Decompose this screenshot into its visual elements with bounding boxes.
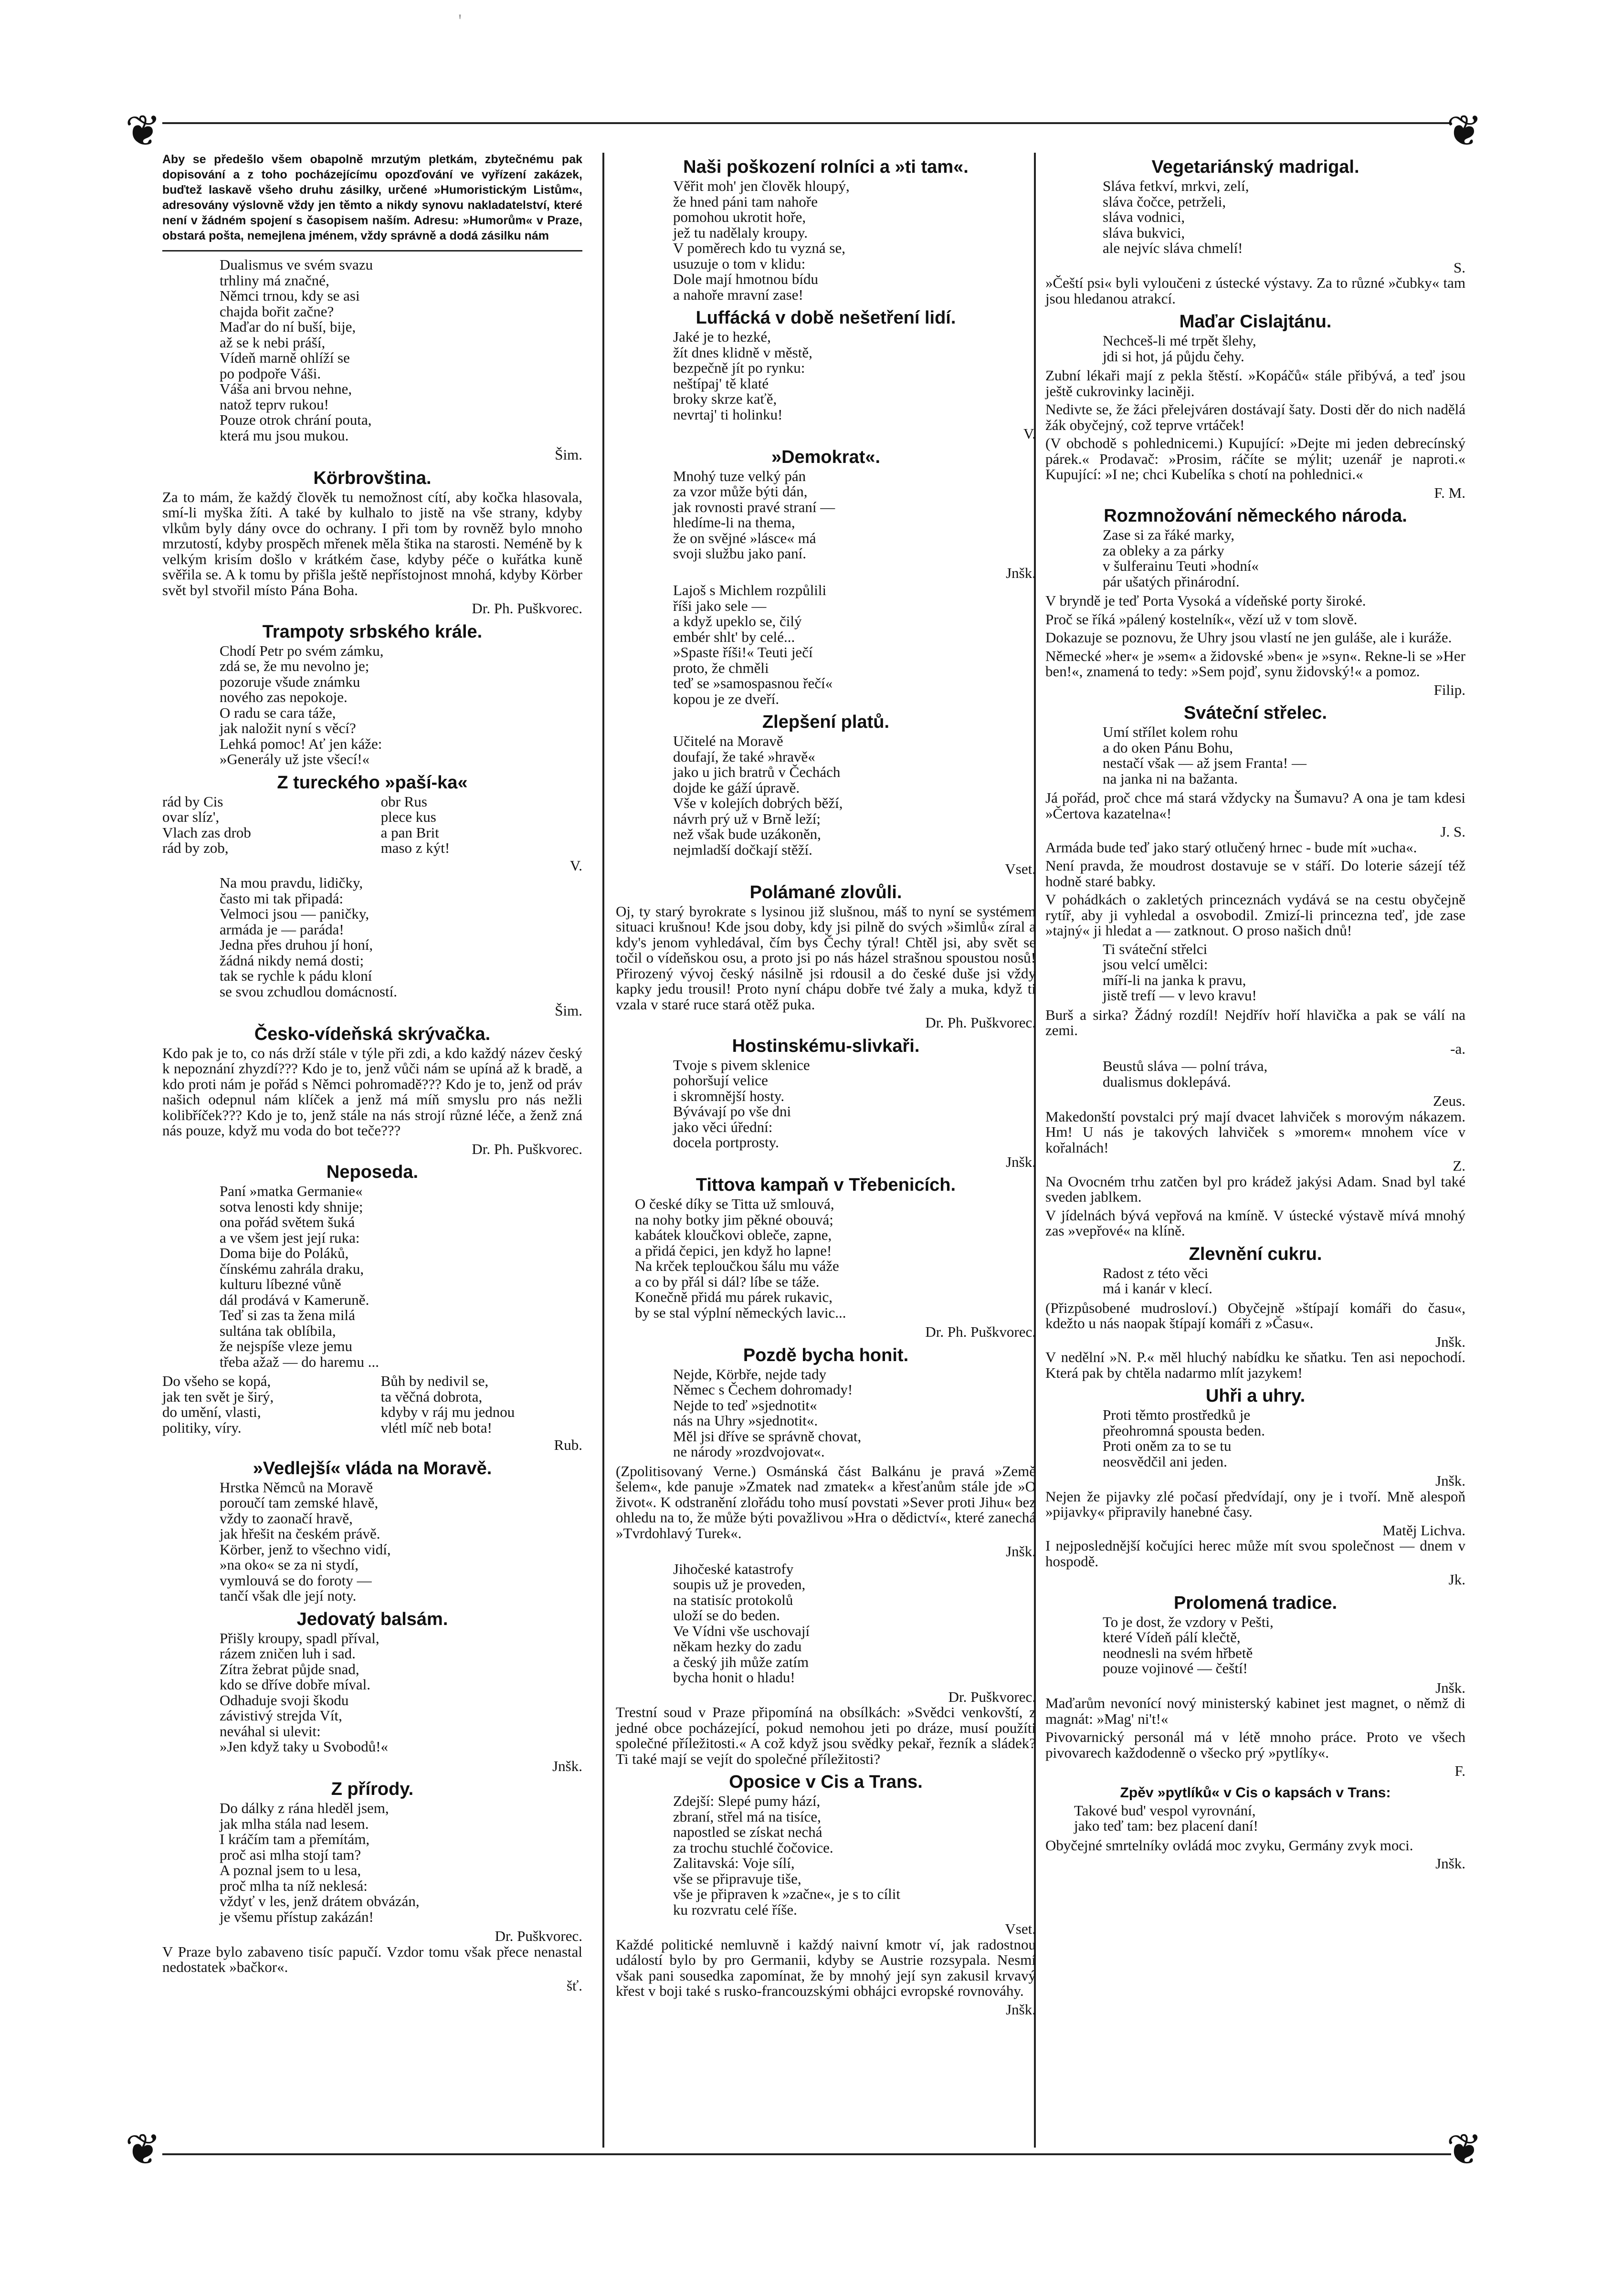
poem-prolomena-tradice: To je dost, že vzdory v Pešti, které Vídeň pálí klečtě, neodnesli na svém hřbetě pouze vojinové — čeští! (1103, 1613, 1274, 1677)
text-nemluvne: Každé politické nemluvně i každý naivní kmotr ví, jak radostnou událostí bylo by pro Germanii, kdyby se Austrie rozsypala. Nesmí však pani sousedka zapomínat, že by mnohý její syn zakusil krvavý křest v boji také s rusko-francouzskými obhájci evropské rovnováhy. (616, 1936, 1036, 1999)
text-papuce: V Praze bylo zabaveno tisíc papučí. Vzdor tomu však přece nenastal nedostatek »bačkor«. (162, 1943, 582, 1975)
poem-oposice: Zdejší: Slepé pumy hází, zbraní, střel má na tisíce, napostled se získat nechá za trochu stuchlé čočovice. Zalitavská: Voje sílí, vše se připravuje tiše, vše je připraven k »začne«, je s to cílit ku rozvratu celé říše. (673, 1793, 901, 1918)
signature: Dr. Ph. Puškvorec. (925, 1323, 1036, 1340)
ornament-bottom-right-icon: ❦ (1446, 2125, 1483, 2175)
poem-neposeda: Paní »matka Germanie« sotva lenosti kdy shnije; ona pořád světem šuká a ve všem jest její ruka: Doma bije do Poláků, čínskému zahrála draku, kulturu líbezné vůně dál prodává v Kameruně. Teď si zas ta žena milá sultána tak oblíbila, že nejspíše vleze jemu třeba ažaž — do haremu ... (220, 1183, 379, 1370)
poem-jedovaty-balsam: Přišly kroupy, spadl příval, rázem zničen luh i sad. Zítra žebrat půjde snad, kdo se dříve dobře míval. Odhaduje svoji škodu závistivý strejda Vít, neváhal si ulevit: »Jen když taky u Svobodů!« (220, 1629, 389, 1755)
text-skryvacka: Kdo pak je to, co nás drží stále v týle při zdi, a kdo každý název český k nepoznání zhyzdí??? Kdo je to, jenž vůči nám se upíná až k bradě, a kdo proti nám je pořád s Němci pohromadě??? Kdo je to, jenž od práv našich odepnul nám klíček a jenž má míň smyslu pro nás nežli kolibříček??? Kdo je to, jenž stále na nás strojí různé léče, a ženž zná nás pouze, když mu voda do bot teče??? (162, 1044, 582, 1139)
poem-madar: Nechceš-li mé trpět šlehy, jdi si hot, já půjdu čehy. (1103, 332, 1256, 365)
heading-vedlejsi-vlada: »Vedlejší« vláda na Moravě. (253, 1458, 492, 1478)
text-her-ben: Německé »her« je »sem« a židovské »ben« je »syn«. Rekne-li se »Her ben!«, znamená to tedy: »Sem pojď, synu židovský!« a pomoz. (1045, 647, 1465, 680)
poem-trampoty: Chodí Petr po svém zámku, zdá se, že mu nevolno je; pozoruje všude známku nového zas nepokoje. O radu se cara táže, jak naložit nyní s věcí? Lehká pomoc! Ať jen káže: »Generály už jste všecí!« (220, 642, 384, 767)
text-pijavky: Nejen že pijavky zlé počasí předvídají, ony je i tvoří. Mně alespoň »pijavky« připravily hanebné časy. (1045, 1488, 1465, 1520)
signature: Jnšk. (552, 1757, 582, 1774)
poem-luffacka: Jaké je to hezké, žít dnes klidně v městě, bezpečně jít po rynku: neštípaj' tě klaté broky skrze kaťě, nevrtaj' ti holinku! (673, 328, 812, 423)
signature: F. M. (1434, 484, 1465, 501)
column-3 (1045, 152, 1465, 1872)
poem-madrigal: Sláva fetkví, mrkvi, zelí, sláva čočce, petrželi, sláva vodnici, sláva bukvici, ale nejvíc sláva chmelí! (1103, 178, 1249, 256)
verse-left: rád by Cis ovar slíz', Vlach zas drob rád by zob, (162, 793, 251, 856)
column-2 (616, 152, 1036, 2017)
heading-uhri: Uhři a uhry. (1205, 1386, 1306, 1406)
signature: V. (569, 857, 582, 874)
heading-zpev-pytliku: Zpěv »pytlíků« v Cis o kapsách v Trans: (1120, 1784, 1391, 1801)
heading-demokrat: »Demokrat«. (771, 447, 881, 467)
text-vepřova: V jídelnách bývá vepřová na kmíně. V ústecké výstavě mívá mnohý zas »vepřové« na klíně. (1045, 1206, 1465, 1239)
signature: Jk. (1448, 1571, 1465, 1588)
heading-z-prirody: Z přírody. (331, 1779, 414, 1799)
heading-polamane-zlovuli: Polámané zlovůli. (749, 882, 902, 902)
text-zvyk: Obyčejné smrtelníky ovládá moc zvyku, Germány zvyk moci. (1045, 1836, 1413, 1854)
top-rule (162, 122, 1451, 124)
heading-madar: Maďar Cislajtánu. (1179, 312, 1332, 332)
text-kostelnik: Proč se říká »pálený kostelník«, vězí už v tom slově. (1045, 610, 1358, 628)
poem-dualismus: Dualismus ve svém svazu trhliny má značné, Němci trnou, kdy se asi chajda bořit začne? Maďar do ní buší, bije, až se k nebi práší, Vídeň marně ohlíží se po podpoře Váši. Váša ani brvou nehne, natož teprv rukou! Pouze otrok chrání pouta, která mu jsou mukou. (220, 256, 373, 444)
text-sumava: Já pořád, proč chce má stará vždycky na Šumavu? A ona je tam kdesi »Čertova kazatelna«! (1045, 789, 1465, 822)
text-zubni-lekari: Zubní lékaři mají z pekla štěstí. »Kopáčů« stále přibývá, a teď jsou ještě cukrovinky laciněji. (1045, 367, 1465, 399)
poem-demokrat: Mnohý tuze velký pán za vzor může býti dán, jak rovnosti pravé straní — hledíme-li na thema, že on svějné »lásce« má svoji službu jako paní. (673, 467, 835, 562)
heading-madrigal: Vegetariánský madrigal. (1151, 157, 1359, 177)
poem-zlepseni-platu: Učitelé na Moravě doufají, že také »hravě« jako u jich bratrů v Čechách dojde ke gáží úpravě. Vše v kolejích dobrých běží, návrh prý už v Brně leží; než však bude uzákoněn, nejmladší dočkají stěží. (673, 733, 843, 858)
signature: Matěj Lichva. (1382, 1521, 1465, 1539)
text-zaci: Nedivte se, že žáci přelejváren dostávají šaty. Dosti děr do nich nadělá žák obyčejný, což teprve vrtáček! (1045, 401, 1465, 433)
heading-svatecni-strelec: Sváteční střelec. (1184, 703, 1327, 723)
poem-lajos: Lajoš s Michlem rozpůlili říši jako sele — a když upeklo se, čilý embér shlt' by celé... »Spaste říši!« Teuti ječí proto, že chměli teď se »samospasnou řečí« kopou je ze dveří. (673, 582, 833, 707)
poem-zpev-pytliku: Takové bud' vespol vyrovnání, jako teď tam: bez placení daní! (1074, 1802, 1258, 1834)
text-princezny: V pohádkách o zakletých princeznách vydává se na cestu obyčejně rytíř, aby ji vyhledal a osvobodil. Zmizí-li princezna teď, jde zase »tajný« ji hledat a — zatknout. O proso našich dnů! (1045, 891, 1465, 939)
poem-hostinskemu: Tvoje s pivem sklenice pohoršují velice i skromnější hosty. Bývávají po vše dni jako věci úřední: docela portprosty. (673, 1056, 810, 1151)
poem-zlevneni-cukru: Radost z této věci má i kanár v klecí. (1103, 1264, 1212, 1297)
heading-tittova-kampan: Tittova kampaň v Třebenicích. (695, 1175, 956, 1195)
editorial-notice: Aby se předešlo všem obapolně mrzutým pletkám, zbytečnému pak dopisování a z toho pocházejícímu opozďování ve vyřízení zakázek, buďtež laskavě všeho druhu zásilky, určené »Humoristickým Listům«, adresovány výslovně vždy jen těmto a nikdy synovu nakladatelství, které není v žádném spojení s časopisem naším. Adresu: »Humorům« v Praze, obstará pošta, nemejlena jménem, vždy správně a dodá zásilku nám (162, 152, 582, 252)
text-moudrost: Není pravda, že moudrost dostavuje se v stáří. Do loterie sázejí též hodně staré babky. (1045, 857, 1465, 890)
text-trestni-soud: Trestní soud v Praze připomíná na obsílkách: »Svědci venkovští, z jedné obce pocházející, pokud nemohou jeti po dráze, musí použíti společné příležitosti.« A což když jsou svědky pekař, řezník a sládek? Ti také mají se vejít do společné příležitosti? (616, 1704, 1036, 1767)
verse-right: Bůh by nedivil se, ta věčná dobrota, kdyby v ráj mu jednou vlétl míč neb bota! (380, 1373, 515, 1436)
bottom-rule (162, 2153, 1451, 2155)
signature: Jnšk. (1435, 1855, 1465, 1872)
poem-pozde-bycha: Nejde, Körbře, nejde tady Němec s Čechem dohromady! Nejde to teď »sjednotit« nás na Uhry »sjednotit«. Měl jsi dříve se správně chovat, ne národy »rozdvojovat«. (673, 1365, 862, 1460)
text-uhry: Dokazuje se poznovu, že Uhry jsou vlastí ne jen guláše, ale i kuráže. (1045, 629, 1452, 646)
two-column-verse (162, 794, 582, 856)
ornament-top-right-icon: ❦ (1446, 106, 1483, 156)
poem-velmoci: Na mou pravdu, lidičky, často mi tak připadá: Velmoci jsou — paničky, armáda je — paráda! Jedna přes druhou jí honí, žádná nikdy nemá dosti; tak se rychle k pádu kloní se svou zchudlou domácností. (220, 874, 397, 1000)
signature: Jnšk. (1006, 1543, 1036, 1560)
text-porta: V bryndě je teď Porta Vysoká a vídeňské porty široké. (1045, 592, 1366, 609)
signature: J. S. (1440, 823, 1465, 840)
heading-skryvacka: Česko-vídeňská skrývačka. (254, 1024, 491, 1044)
signature: Šim. (555, 446, 582, 463)
signature: Vset. (1005, 1920, 1036, 1937)
text-herec: I nejposlednější kočujíci herec může mít svou společnost — dnem v hospodě. (1045, 1537, 1465, 1570)
signature: Filip. (1433, 681, 1465, 698)
signature: V. (1023, 425, 1036, 442)
heading-oposice: Oposice v Cis a Trans. (729, 1772, 923, 1792)
signature: Dr. Ph. Puškvorec. (925, 1014, 1036, 1031)
signature: F. (1454, 1762, 1465, 1779)
poem-rozmnozovani: Zase si za řáké marky, za obleky a za párky v šulferainu Teuti »hodní« pár ušatých přinárodní. (1103, 526, 1259, 590)
ornament-bottom-left-icon: ❦ (125, 2125, 161, 2175)
heading-korbrovstina: Körbrovština. (313, 468, 432, 488)
poem-uhri: Proti těmto prostředků je přeohromná spousta beden. Proti oněm za to se tu neosvědčil ani jeden. (1103, 1406, 1265, 1470)
text-armada: Armáda bude teď jako starý otlučený hrnec - bude mít »ucha«. (1045, 839, 1417, 856)
poem-jihoceske: Jihočeské katastrofy soupis už je proveden, na statisíc protokolů uloží se do beden. Ve Vídni vše uschovají někam hezky do zadu a český jih může zatím bycha honit o hladu! (673, 1560, 810, 1686)
poem-tittova-kampan: O české díky se Titta už smlouvá, na nohy botky jim pěkné obouvá; kabátek kloučkovi obleče, zapne, a přidá čepici, jen když ho lapne! Na krček teploučkou šálu mu váže a co by přál si dál? líbe se táže. Konečně přidá mu párek rukavic, by se stal výplní německých lavic... (635, 1195, 846, 1321)
poem-beust: Beustů sláva — polní tráva, dualismus doklepává. (1103, 1058, 1268, 1090)
poem-rolnici: Věřit moh' jen člověk hloupý, že hned páni tam nahoře pomohou ukrotit hoře, jež tu nadělaly kroupy. V poměrech kdo tu vyzná se, usuzuje o tom v klidu: Dole mají hmotnou bídu a nahoře mravní zase! (673, 178, 850, 303)
text-pivovar: Pivovarnický personál má v létě mnoho práce. Proto ve všech pivovarech každodenně o všecko prý »pytlíky«. (1045, 1729, 1465, 1761)
text-adam: Na Ovocném trhu zatčen byl pro krádež jakýsi Adam. Snad byl také sveden jablkem. (1045, 1173, 1465, 1205)
text-polamane-zlovuli: Oj, ty starý byrokrate s lysinou již slušnou, máš to nyní se systémem situaci krušnou! Kde jsou doby, kdy jsi pilně do svých »šimlů« zíral a kdy's jenom vyhledával, čím bys Čechy týral! Chtěl jsi, aby svět se točil o vídeňskou osu, a proto jsi po nás házel strašnou spoustou nosů! Přirozený vývoj český násilně jsi rdousil a do české duše jsi vždy kapky jedu trousil! Proto nyní chápu dobře tvé žaly a muka, když ti vzala v staré ruce stará otěž puka. (616, 902, 1036, 1013)
heading-zlevneni-cukru: Zlevnění cukru. (1189, 1244, 1322, 1264)
corner-mark: ' (458, 10, 462, 31)
text-cesti-psi: »Čeští psi« byli vyloučeni z ústecké výstavy. Za to různé »čubky« tam jsou hledanou atrakcí. (1045, 274, 1465, 307)
signature: Šim. (555, 1002, 582, 1019)
ornament-top-left-icon: ❦ (125, 106, 161, 156)
signature: Dr. Ph. Puškvorec. (472, 1140, 582, 1157)
heading-neposeda: Neposeda. (326, 1162, 419, 1182)
verse-right: obr Rus plece kus a pan Brit maso z kýt! (380, 793, 450, 856)
poem-svatecni-strelci: Ti sváteční střelci jsou velcí umělci: míří-li na janka k pravu, jistě trefí — v levo kravu! (1103, 940, 1257, 1004)
heading-pozde-bycha: Pozdě bycha honit. (743, 1345, 909, 1365)
heading-zlepseni-platu: Zlepšení platů. (762, 712, 890, 732)
signature: Dr. Puškvorec. (495, 1928, 582, 1944)
signature: šť. (566, 1977, 582, 1994)
signature: Jnšk. (1006, 1153, 1036, 1170)
text-magnat: Maďarům nevonící nový ministerský kabinet jest magnet, o němž di magnát: »Mag' ni't!« (1045, 1695, 1465, 1727)
poem-vedlejsi-vlada: Hrstka Němců na Moravě poroučí tam zemské hlavě, vždy to zaonačí hravě, jak hřešit na českém právě. Körber, jenž to všechno vidí, »na oko« se za ni stydí, vymlouvá se do foroty — tančí však dle její noty. (220, 1478, 391, 1604)
heading-turecky: Z tureckého »paší-ka« (277, 772, 468, 793)
text-korbrovstina: Za to mám, že každý člověk tu nemožnost cítí, aby kočka hlasovala, smí-li myška žíti. A také by kulhalo to jistě na vše strany, kdyby vlkům byly dány ovce do ochrany. I při tom by rovněž bylo mnoho mrzutostí, kdyby prospěch mřenek měla štika na starosti. Neméně by k velkým krisím došlo v krátkém čase, kdyby péče o kuřátka kuně svěřila se. A k tomu by přišla ještě nepřístojnost mnohá, kdyby Körber svět byl stvořil místo Pána Boha. (162, 488, 582, 598)
signature: Jnšk. (1435, 1679, 1465, 1696)
signature: Dr. Puškvorec. (948, 1688, 1036, 1705)
text-mudroslovi: (Přizpůsobené mudrosloví.) Obyčejně »štípají komáři do času«, kdežto u nás naopak štípají komáři z »Času«. (1045, 1299, 1465, 1331)
heading-prolomena-tradice: Prolomená tradice. (1173, 1593, 1338, 1613)
text-nabidka: V nedělní »N. P.« měl hluchý nabídku ke sňatku. Ten asi nepochodí. Která pak by chtěla nadarmo mlít jazykem! (1045, 1349, 1465, 1381)
signature: S. (1454, 259, 1465, 276)
poem-z-prirody: Do dálky z rána hleděl jsem, jak mlha stála nad lesem. I kráčím tam a přemítám, proč asi mlha stojí tam? A poznal jsem to u lesa, proč mlha ta níž neklesá: vždyť v les, jenž drátem obvázán, je všemu přístup zakázán! (220, 1800, 420, 1925)
column-rule-1 (602, 153, 604, 2148)
text-makedonsti: Makedonští povstalci prý mají dvacet lahviček s morovým nákazem. Hm! U nás je takových lahviček s »morem« mnohem více v kořalnách! (1045, 1108, 1465, 1156)
poem-svatecni-strelec: Umí střílet kolem rohu a do oken Pánu Bohu, nestačí však — až jsem Franta! — na janka ni na bažanta. (1103, 723, 1306, 787)
text-pohlednice: (V obchodě s pohlednicemi.) Kupující: »Dejte mi jeden debrecínský párek.« Prodavač: »Prosim, ráčíte se mýlit; uzenář je naproti.« Kupující: »I ne; chci Kubelíka s chotí na pohlednici.« (1045, 435, 1465, 482)
verse-left: Do všeho se kopá, jak ten svět je širý, do umění, vlasti, politiky, víry. (162, 1373, 274, 1436)
signature: Vset. (1005, 860, 1036, 877)
two-column-verse (162, 1373, 582, 1436)
text-burs: Burš a sirka? Žádný rozdíl! Nejdřív hoří hlavička a pak se válí na zemi. (1045, 1006, 1465, 1038)
signature: -a. (1450, 1040, 1465, 1057)
signature: Jnšk. (1006, 2001, 1036, 2018)
heading-jedovaty-balsam: Jedovatý balsám. (296, 1609, 448, 1629)
heading-rozmnozovani: Rozmnožování německého národa. (1104, 506, 1407, 526)
heading-trampoty: Trampoty srbského krále. (262, 621, 483, 642)
signature: Jnšk. (1435, 1472, 1465, 1489)
heading-hostinskemu: Hostinskému-slivkaři. (732, 1036, 920, 1056)
column-1 (162, 152, 582, 1993)
heading-luffacka: Luffácká v době nešetření lidí. (695, 308, 956, 328)
text-verne: (Zpolitisovaný Verne.) Osmánská část Balkánu je pravá »Země šelem«, kde panuje »Zmatek nad zmatek« a křesťanům stále jde »O život«. K odstranění zlořádu toho musí povstati »Sever proti Jihu« bez ohledu na to, že může býti považlivou »Hra o dědictví«, které zanechá »Tvrdohlavý Turek«. (616, 1462, 1036, 1541)
signature: Z. (1453, 1157, 1465, 1174)
signature: Dr. Ph. Puškvorec. (472, 600, 582, 617)
signature: Rub. (554, 1436, 582, 1453)
heading-rolnici: Naši poškození rolníci a »ti tam«. (683, 157, 969, 177)
signature: Jnšk. (1435, 1333, 1465, 1350)
signature: Zeus. (1433, 1092, 1465, 1109)
signature: Jnšk. (1006, 564, 1036, 581)
